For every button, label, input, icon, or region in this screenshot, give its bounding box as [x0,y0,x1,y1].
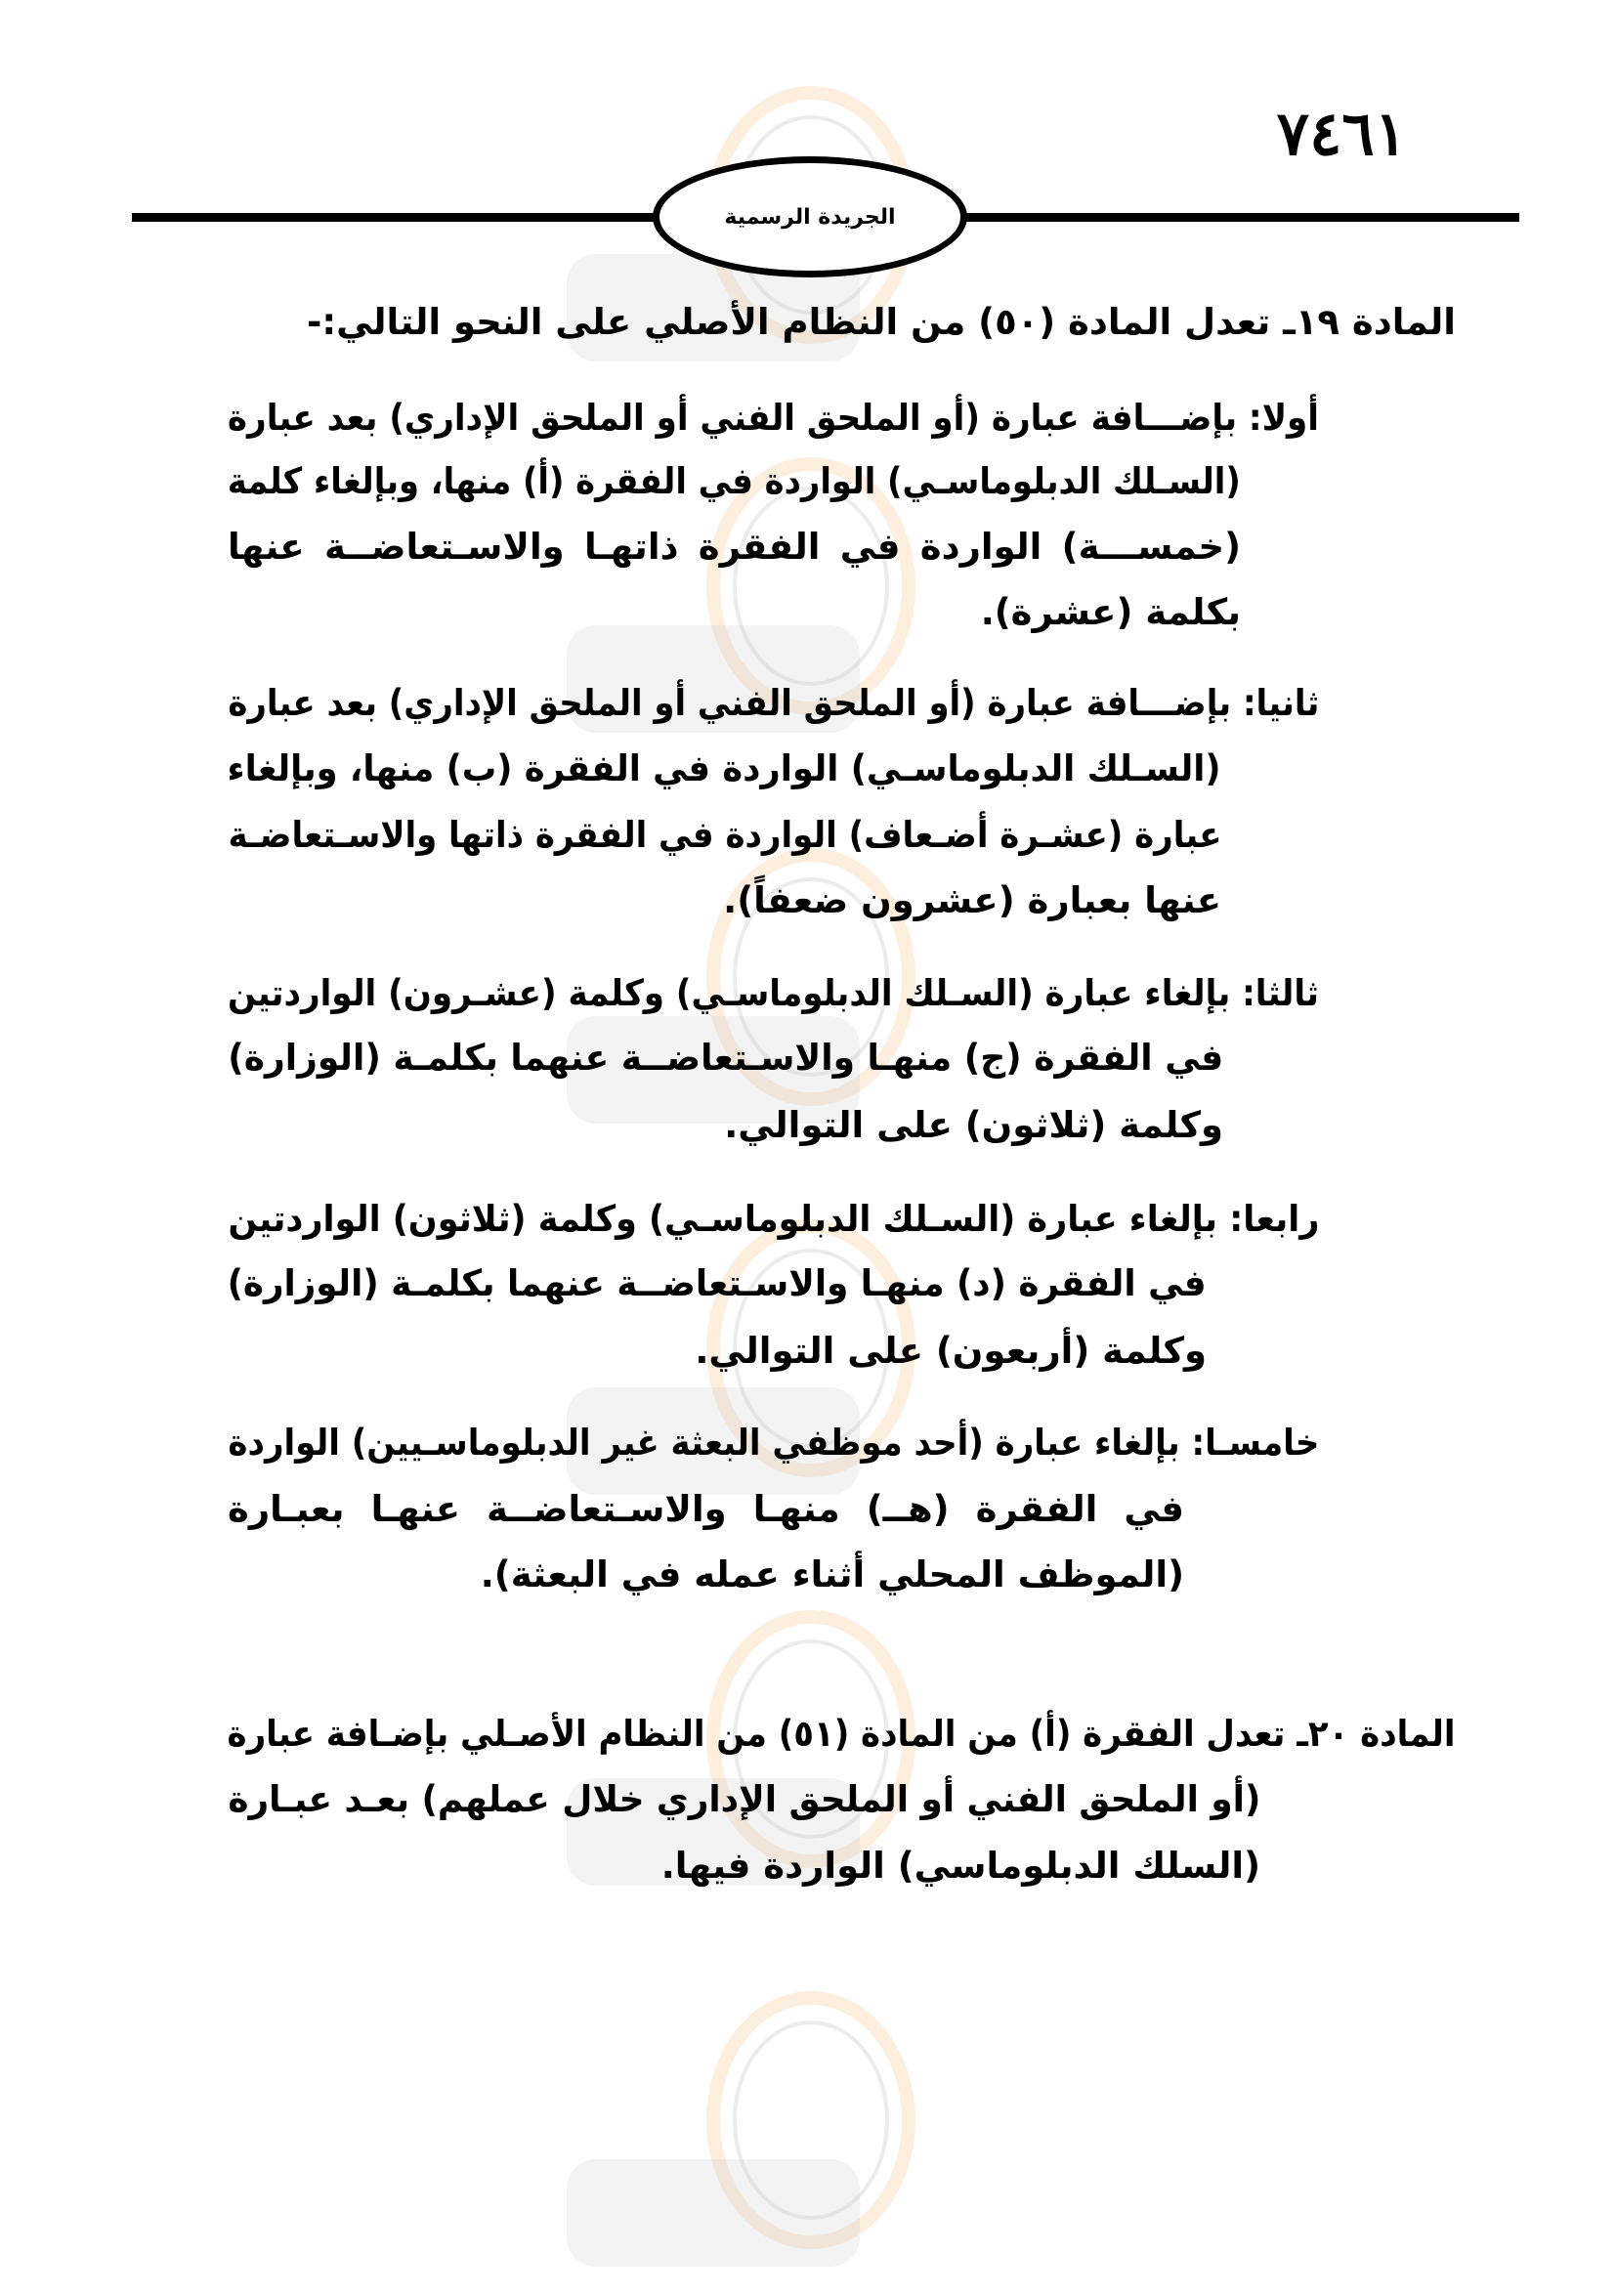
watermark-logo [547,1983,957,2296]
article-19-title: المادة ١٩ـ تعدل المادة (٥٠) من النظام الأصلي على النحو التالي:- [307,301,1456,343]
text-line: (السـلك الدبلوماسـي) الواردة في الفقرة (ب) منها، وبإلغاء [228,747,1221,789]
text-line: (أو الملحق الفني أو الملحق الإداري خلال عملهم) بعـد عبـارة [228,1778,1260,1820]
gazette-name: الجريدة الرسمية [724,204,896,230]
text-line: أولا: بإضـــافة عبارة (أو الملحق الفني أو الملحق الإداري) بعد عبارة [228,397,1319,439]
text-line: وكلمة (ثلاثون) على التوالي. [724,1104,1223,1146]
text-line: عنها بعبارة (عشرون ضعفاً). [723,879,1221,921]
text-line: ثالثا: بإلغاء عبارة (السـلك الدبلوماسـي) وكلمة (عشـرون) الواردتين [228,972,1319,1014]
text-line: (السـلك الدبلوماسـي) الواردة في الفقرة (أ) منها، وبإلغاء كلمة [228,460,1241,502]
text-line: رابعا: بإلغاء عبارة (السـلك الدبلوماسـي) وكلمة (ثلاثون) الواردتين [228,1198,1319,1240]
text-line: عبارة (عشـرة أضـعاف) الواردة في الفقرة ذاتها والاسـتعاضـة [228,814,1221,856]
text-line: (الموظف المحلي أثناء عمله في البعثة). [480,1553,1184,1595]
text-line: في الفقرة (هــ) منهـا والاسـتعاضــة عنهـا بعبـارة [228,1488,1184,1530]
text-line: وكلمة (أربعون) على التوالي. [695,1330,1207,1372]
gazette-oval [653,156,967,277]
text-line: ثانيا: بإضـــافة عبارة (أو الملحق الفني أو الملحق الإداري) بعد عبارة [228,682,1319,724]
text-line: في الفقرة (ج) منهـا والاسـتعاضــة عنهما بكلمـة (الوزارة) [228,1037,1223,1079]
text-line: في الفقرة (د) منهـا والاسـتعاضــة عنهما بكلمـة (الوزارة) [228,1262,1207,1304]
page-number: ٧٤٦١ [1276,98,1407,169]
text-line: خامسـا: بإلغاء عبارة (أحد موظفي البعثة غير الدبلوماسـيين) الواردة [228,1422,1319,1464]
article-20-title-line: المادة ٢٠ـ تعدل الفقرة (أ) من المادة (٥١) من النظام الأصـلي بإضـافة عبارة [228,1713,1456,1755]
text-line: (السلك الدبلوماسي) الواردة فيها. [660,1845,1260,1887]
text-line: (خمســـة) الواردة في الفقرة ذاتهـا والاسـتعاضــة عنها [228,526,1241,568]
text-line: بكلمة (عشرة). [980,591,1241,633]
